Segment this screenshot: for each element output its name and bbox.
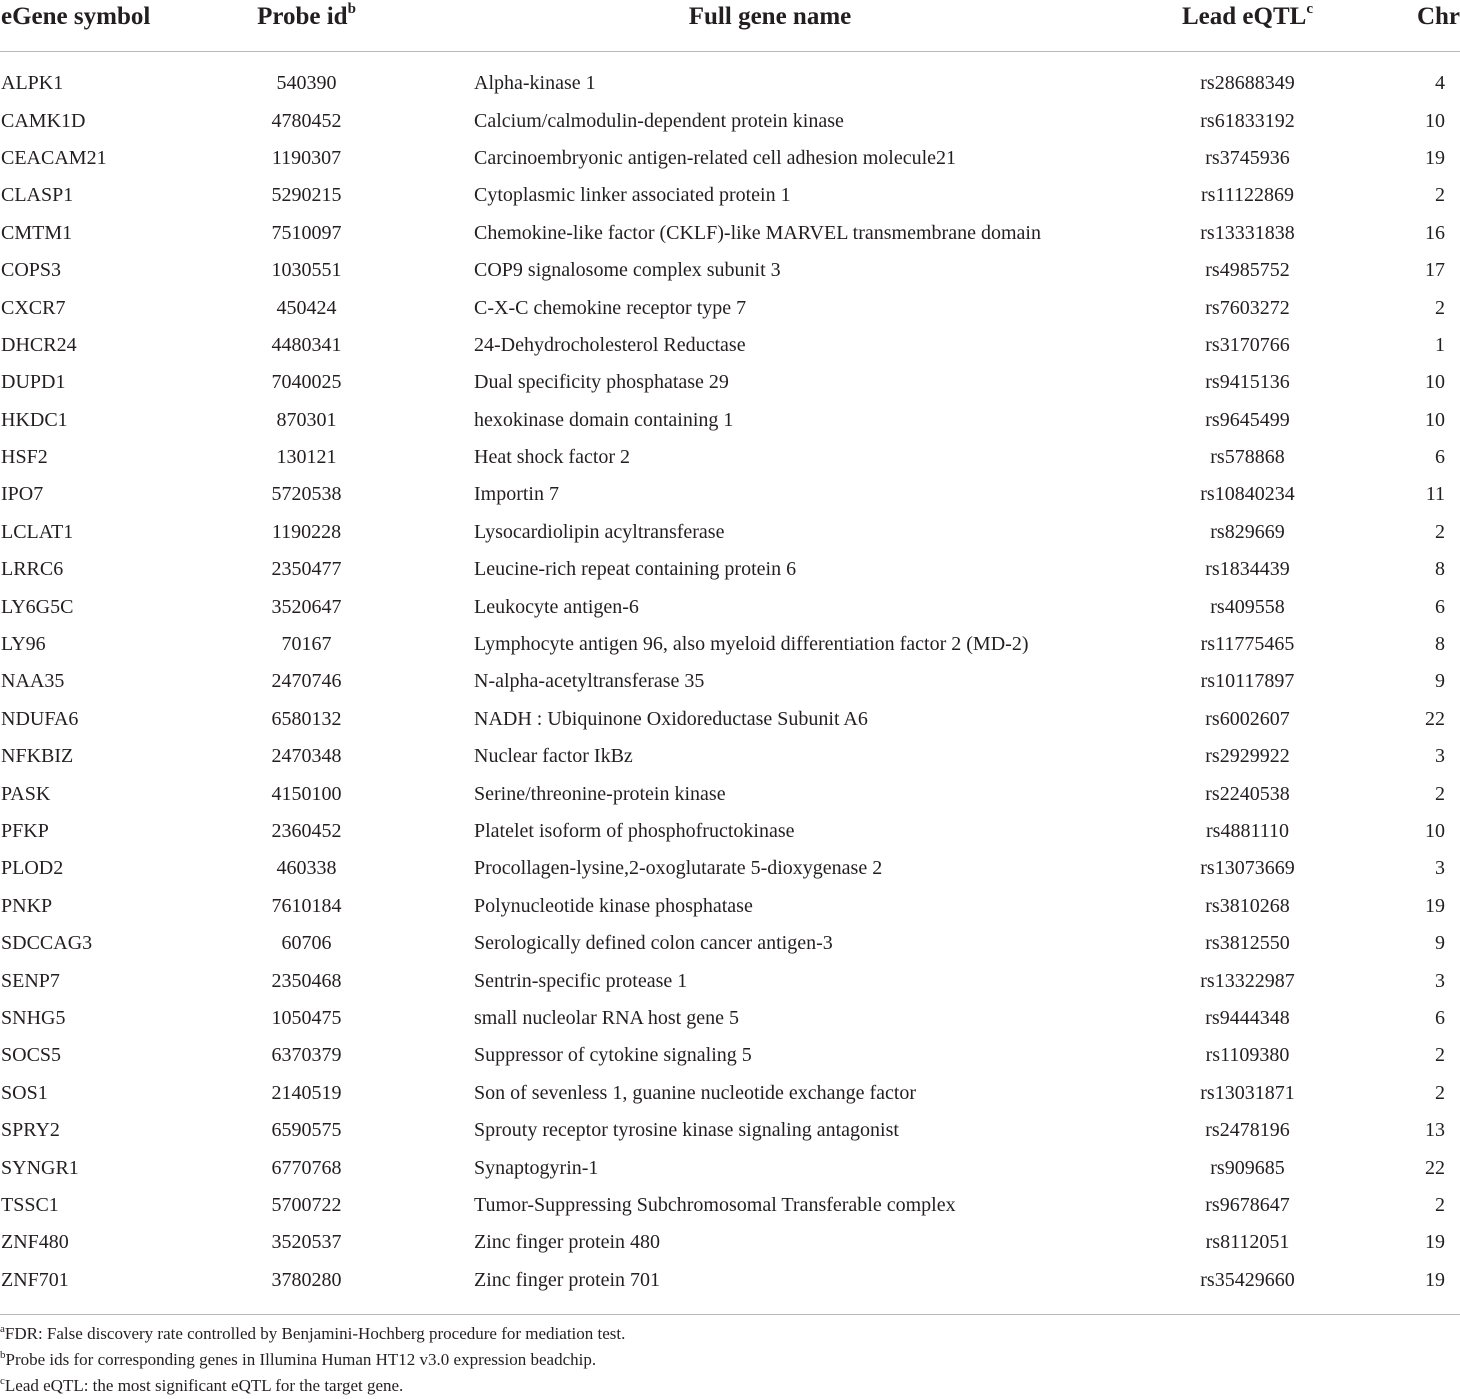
- cell-probe-id: 3520537: [271, 1231, 342, 1254]
- table-row: [0, 476, 1460, 513]
- cell-probe-id: 1030551: [271, 259, 342, 282]
- table-row: [0, 850, 1460, 887]
- cell-egene-symbol: CEACAM21: [1, 146, 107, 169]
- cell-full-gene-name: Alpha-kinase 1: [474, 72, 596, 95]
- cell-egene-symbol: DUPD1: [1, 371, 66, 394]
- cell-chr: 11: [1425, 483, 1445, 506]
- cell-lead-eqtl: rs829669: [1210, 520, 1285, 543]
- cell-full-gene-name: Synaptogyrin-1: [474, 1156, 599, 1179]
- cell-lead-eqtl: rs4985752: [1205, 259, 1290, 282]
- cell-probe-id: 130121: [276, 446, 337, 469]
- cell-chr: 8: [1435, 558, 1445, 581]
- cell-probe-id: 5290215: [271, 184, 342, 207]
- table-row: [0, 738, 1460, 775]
- footnote-b: [0, 1347, 1460, 1373]
- cell-egene-symbol: CXCR7: [1, 296, 66, 319]
- cell-egene-symbol: SOS1: [1, 1081, 48, 1104]
- cell-chr: 10: [1425, 109, 1445, 132]
- table-row: [0, 1187, 1460, 1224]
- cell-probe-id: 2140519: [271, 1081, 342, 1104]
- cell-chr: 6: [1435, 1006, 1445, 1029]
- cell-probe-id: 2470348: [271, 745, 342, 768]
- cell-probe-id: 1050475: [271, 1006, 342, 1029]
- table-header: [0, 0, 1460, 52]
- table-row: [0, 327, 1460, 364]
- cell-egene-symbol: TSSC1: [1, 1193, 59, 1216]
- cell-probe-id: 4150100: [271, 782, 342, 805]
- cell-chr: 19: [1425, 894, 1445, 917]
- table-row: [0, 701, 1460, 738]
- cell-lead-eqtl: rs10117897: [1200, 670, 1295, 693]
- cell-lead-eqtl: rs4881110: [1206, 820, 1289, 842]
- table-row: [0, 663, 1460, 700]
- cell-chr: 16: [1425, 221, 1445, 244]
- cell-full-gene-name: 24-Dehydrocholesterol Reductase: [474, 333, 746, 356]
- cell-chr: 2: [1435, 1081, 1445, 1104]
- cell-probe-id: 7610184: [271, 894, 342, 917]
- table-row: [0, 439, 1460, 476]
- cell-chr: 2: [1435, 296, 1445, 319]
- cell-probe-id: 6580132: [271, 707, 342, 730]
- cell-probe-id: 2470746: [271, 670, 342, 693]
- cell-lead-eqtl: rs7603272: [1205, 296, 1290, 319]
- cell-full-gene-name: Carcinoembryonic antigen-related cell adhesion molecule21: [474, 146, 957, 169]
- table-row: [0, 402, 1460, 439]
- cell-egene-symbol: SENP7: [1, 969, 60, 992]
- header-probe-id: Probe $id^b$: [215, 0, 420, 52]
- cell-lead-eqtl: rs9415136: [1205, 371, 1290, 394]
- table-row: [0, 252, 1460, 289]
- cell-probe-id: 5720538: [271, 483, 342, 506]
- cell-chr: 2: [1435, 1193, 1445, 1216]
- cell-lead-eqtl: rs11122869: [1201, 184, 1294, 207]
- cell-egene-symbol: CAMK1D: [1, 109, 86, 132]
- cell-lead-eqtl: rs909685: [1210, 1156, 1285, 1179]
- cell-lead-eqtl: rs28688349: [1200, 72, 1295, 95]
- cell-egene-symbol: CLASP1: [1, 184, 74, 207]
- cell-probe-id: 5700722: [271, 1193, 342, 1216]
- cell-full-gene-name: N-alpha-acetyltransferase 35: [474, 670, 705, 693]
- cell-egene-symbol: NFKBIZ: [1, 745, 74, 768]
- footnote-mark: a: [0, 1323, 5, 1335]
- table-row: [0, 626, 1460, 663]
- footnote-mark: c: [0, 1375, 5, 1387]
- cell-chr: 6: [1435, 446, 1445, 469]
- cell-probe-id: 540390: [276, 72, 337, 95]
- cell-probe-id: 2350468: [271, 969, 342, 992]
- cell-full-gene-name: Heat shock factor 2: [474, 446, 631, 469]
- table-row: [0, 1262, 1460, 1315]
- table-row: [0, 551, 1460, 588]
- cell-egene-symbol: ZNF701: [0, 1262, 215, 1315]
- cell-full-gene-name: Polynucleotide kinase phosphatase: [474, 894, 753, 917]
- footnote-text: Probe ids for corresponding genes in Illumina Human HT12 v3.0 expression beadchip.: [5, 1350, 597, 1369]
- cell-chr: 10: [1425, 371, 1445, 394]
- cell-egene-symbol: PLOD2: [1, 857, 64, 880]
- cell-chr: 10: [1425, 820, 1445, 842]
- cell-probe-id: 870301: [276, 408, 337, 431]
- cell-egene-symbol: ZNF480: [1, 1231, 69, 1254]
- cell-egene-symbol: COPS3: [1, 259, 62, 282]
- cell-lead-eqtl: rs3812550: [1205, 932, 1290, 955]
- cell-chr: 17: [1425, 259, 1445, 282]
- table-row: [0, 102, 1460, 139]
- footnote-marker-b: b: [347, 1, 356, 17]
- header-egene-symbol: eGene symbol: [0, 0, 215, 52]
- cell-lead-eqtl: rs1834439: [1205, 558, 1290, 581]
- cell-egene-symbol: PNKP: [1, 894, 53, 917]
- table-row: [0, 215, 1460, 252]
- cell-full-gene-name: hexokinase domain containing 1: [474, 408, 734, 431]
- cell-lead-eqtl: rs9444348: [1205, 1006, 1290, 1029]
- cell-full-gene-name: Calcium/calmodulin-dependent protein kinase: [474, 109, 844, 132]
- cell-egene-symbol: SYNGR1: [1, 1156, 79, 1179]
- cell-full-gene-name: Dual specificity phosphatase 29: [474, 371, 729, 394]
- cell-egene-symbol: DHCR24: [1, 333, 77, 356]
- cell-chr: 1: [1435, 333, 1445, 356]
- footnote-marker-c: c: [1306, 1, 1313, 17]
- cell-probe-id: 3780280: [215, 1262, 420, 1315]
- cell-probe-id: 6770768: [271, 1156, 342, 1179]
- cell-probe-id: 450424: [276, 296, 337, 319]
- footnote-a: [0, 1321, 1460, 1347]
- cell-lead-eqtl: rs6002607: [1205, 707, 1290, 730]
- cell-egene-symbol: LRRC6: [1, 558, 64, 581]
- cell-chr: 3: [1435, 745, 1445, 768]
- cell-egene-symbol: ALPK1: [1, 72, 64, 95]
- cell-egene-symbol: SPRY2: [1, 1119, 60, 1142]
- cell-full-gene-name: Serologically defined colon cancer antigen-3: [474, 932, 833, 955]
- cell-chr: 2: [1435, 1044, 1445, 1067]
- cell-egene-symbol: LY96: [1, 633, 46, 656]
- table-row: [0, 1224, 1460, 1261]
- footnote-text: FDR: False discovery rate controlled by Benjamini-Hochberg procedure for mediation test.: [4, 1324, 626, 1343]
- table-row: [0, 364, 1460, 401]
- cell-probe-id: 1190228: [271, 520, 342, 543]
- table-row: [0, 813, 1460, 850]
- cell-egene-symbol: SOCS5: [1, 1044, 62, 1067]
- cell-lead-eqtl: rs13322987: [1200, 969, 1295, 992]
- footnotes: [0, 1321, 1460, 1399]
- cell-probe-id: 7040025: [271, 371, 342, 394]
- cell-lead-eqtl: rs13331838: [1200, 221, 1295, 244]
- cell-full-gene-name: Importin 7: [474, 483, 559, 506]
- cell-lead-eqtl: rs3810268: [1205, 894, 1290, 917]
- cell-egene-symbol: PASK: [1, 782, 51, 805]
- header-full-gene-name: Full gene name: [420, 0, 1120, 52]
- table-row: [0, 514, 1460, 551]
- cell-egene-symbol: SDCCAG3: [1, 932, 93, 955]
- cell-full-gene-name: Nuclear factor IkBz: [474, 745, 633, 768]
- cell-probe-id: 7510097: [271, 221, 342, 244]
- table-row: [0, 775, 1460, 812]
- cell-full-gene-name: Son of sevenless 1, guanine nucleotide exchange factor: [474, 1081, 917, 1104]
- cell-chr: 3: [1435, 969, 1445, 992]
- cell-lead-eqtl: rs13031871: [1200, 1081, 1295, 1104]
- cell-chr: 2: [1435, 184, 1445, 207]
- footnote-c: [0, 1373, 1460, 1399]
- cell-full-gene-name: small nucleolar RNA host gene 5: [474, 1006, 739, 1029]
- cell-lead-eqtl: rs61833192: [1200, 109, 1295, 132]
- cell-full-gene-name: Zinc finger protein 701: [420, 1262, 1120, 1315]
- cell-egene-symbol: IPO7: [1, 483, 44, 506]
- cell-chr: 19: [1425, 146, 1445, 169]
- cell-full-gene-name: Tumor-Suppressing Subchromosomal Transferable complex: [474, 1193, 956, 1216]
- header-row: [0, 0, 1460, 52]
- cell-full-gene-name: Procollagen-lysine,2-oxoglutarate 5-dioxygenase 2: [474, 857, 883, 880]
- table-row: [0, 1149, 1460, 1186]
- cell-chr: 3: [1435, 857, 1445, 880]
- cell-full-gene-name: Sprouty receptor tyrosine kinase signaling antagonist: [474, 1119, 899, 1142]
- cell-lead-eqtl: rs35429660: [1120, 1262, 1375, 1315]
- cell-chr: 2: [1435, 520, 1445, 543]
- cell-chr: 10: [1425, 408, 1445, 431]
- cell-probe-id: 6590575: [271, 1119, 342, 1142]
- cell-probe-id: 70167: [281, 633, 332, 656]
- cell-lead-eqtl: rs3745936: [1205, 146, 1290, 169]
- table-row: [0, 1075, 1460, 1112]
- cell-egene-symbol: LY6G5C: [1, 595, 74, 618]
- cell-probe-id: 4480341: [271, 333, 342, 356]
- cell-full-gene-name: Leukocyte antigen-6: [474, 595, 639, 618]
- header-lead-eqtl: Lead eQTL$^c$: [1120, 0, 1375, 52]
- table-row: [0, 52, 1460, 103]
- footnote-text: Lead eQTL: the most significant eQTL for the target gene.: [4, 1376, 404, 1395]
- cell-full-gene-name: Leucine-rich repeat containing protein 6: [474, 558, 797, 581]
- cell-probe-id: 6370379: [271, 1044, 342, 1067]
- cell-chr: 19: [1375, 1262, 1460, 1315]
- cell-full-gene-name: Chemokine-like factor (CKLF)-like MARVEL transmembrane domain: [474, 221, 1041, 244]
- cell-lead-eqtl: rs2478196: [1205, 1119, 1290, 1142]
- cell-full-gene-name: NADH : Ubiquinone Oxidoreductase Subunit A6: [474, 707, 868, 730]
- cell-lead-eqtl: rs13073669: [1200, 857, 1295, 880]
- header-chr: Chr: [1375, 0, 1460, 52]
- cell-egene-symbol: LCLAT1: [1, 520, 74, 543]
- cell-chr: 8: [1435, 633, 1445, 656]
- cell-egene-symbol: PFKP: [1, 820, 49, 842]
- footnote-mark: b: [0, 1349, 6, 1361]
- cell-lead-eqtl: rs409558: [1210, 595, 1285, 618]
- table-row: [0, 289, 1460, 326]
- cell-probe-id: 4780452: [271, 109, 342, 132]
- cell-chr: 4: [1435, 72, 1445, 95]
- cell-lead-eqtl: rs578868: [1210, 446, 1285, 469]
- cell-full-gene-name: C-X-C chemokine receptor type 7: [474, 296, 747, 319]
- cell-probe-id: 3520647: [271, 595, 342, 618]
- cell-lead-eqtl: rs9678647: [1205, 1193, 1290, 1216]
- cell-full-gene-name: COP9 signalosome complex subunit 3: [474, 259, 781, 282]
- cell-probe-id: 60706: [281, 932, 332, 955]
- table-row: [0, 962, 1460, 999]
- cell-chr: 9: [1435, 670, 1445, 693]
- cell-chr: 13: [1425, 1119, 1445, 1142]
- cell-egene-symbol: HKDC1: [1, 408, 68, 431]
- cell-chr: 9: [1435, 932, 1445, 955]
- cell-full-gene-name: Suppressor of cytokine signaling 5: [474, 1044, 752, 1067]
- cell-egene-symbol: CMTM1: [1, 221, 73, 244]
- table-row: [0, 177, 1460, 214]
- cell-lead-eqtl: rs11775465: [1200, 633, 1295, 656]
- cell-egene-symbol: SNHG5: [1, 1006, 66, 1029]
- cell-full-gene-name: Zinc finger protein 480: [474, 1231, 661, 1254]
- table-body: [0, 52, 1460, 1315]
- cell-egene-symbol: NAA35: [1, 670, 65, 693]
- cell-chr: 2: [1435, 782, 1445, 805]
- cell-lead-eqtl: rs1109380: [1205, 1044, 1290, 1067]
- cell-egene-symbol: HSF2: [1, 446, 48, 469]
- cell-lead-eqtl: rs9645499: [1205, 408, 1290, 431]
- cell-full-gene-name: Lysocardiolipin acyltransferase: [474, 520, 725, 543]
- table-row: [0, 925, 1460, 962]
- table-row: [0, 1112, 1460, 1149]
- cell-full-gene-name: Platelet isoform of phosphofructokinase: [474, 820, 795, 842]
- table-row: [0, 1000, 1460, 1037]
- cell-chr: 22: [1425, 707, 1445, 730]
- table-row: [0, 1037, 1460, 1074]
- cell-chr: 22: [1425, 1156, 1445, 1179]
- table-row: [0, 588, 1460, 625]
- cell-probe-id: 2350477: [271, 558, 342, 581]
- cell-full-gene-name: Sentrin-specific protease 1: [474, 969, 688, 992]
- cell-probe-id: 460338: [276, 857, 337, 880]
- cell-chr: 19: [1425, 1231, 1445, 1254]
- cell-chr: 6: [1435, 595, 1445, 618]
- table-row: [0, 888, 1460, 925]
- cell-probe-id: 1190307: [271, 146, 342, 169]
- cell-lead-eqtl: rs2240538: [1205, 782, 1290, 805]
- cell-egene-symbol: NDUFA6: [1, 707, 79, 730]
- cell-lead-eqtl: rs3170766: [1205, 333, 1290, 356]
- cell-lead-eqtl: rs2929922: [1205, 745, 1290, 768]
- cell-full-gene-name: Cytoplasmic linker associated protein 1: [474, 184, 791, 207]
- cell-full-gene-name: Serine/threonine-protein kinase: [474, 782, 726, 805]
- cell-lead-eqtl: rs8112051: [1205, 1231, 1290, 1254]
- cell-probe-id: 2360452: [271, 820, 342, 842]
- table-row: [0, 140, 1460, 177]
- cell-lead-eqtl: rs10840234: [1200, 483, 1295, 506]
- cell-full-gene-name: Lymphocyte antigen 96, also myeloid differentiation factor 2 (MD-2): [474, 633, 1029, 656]
